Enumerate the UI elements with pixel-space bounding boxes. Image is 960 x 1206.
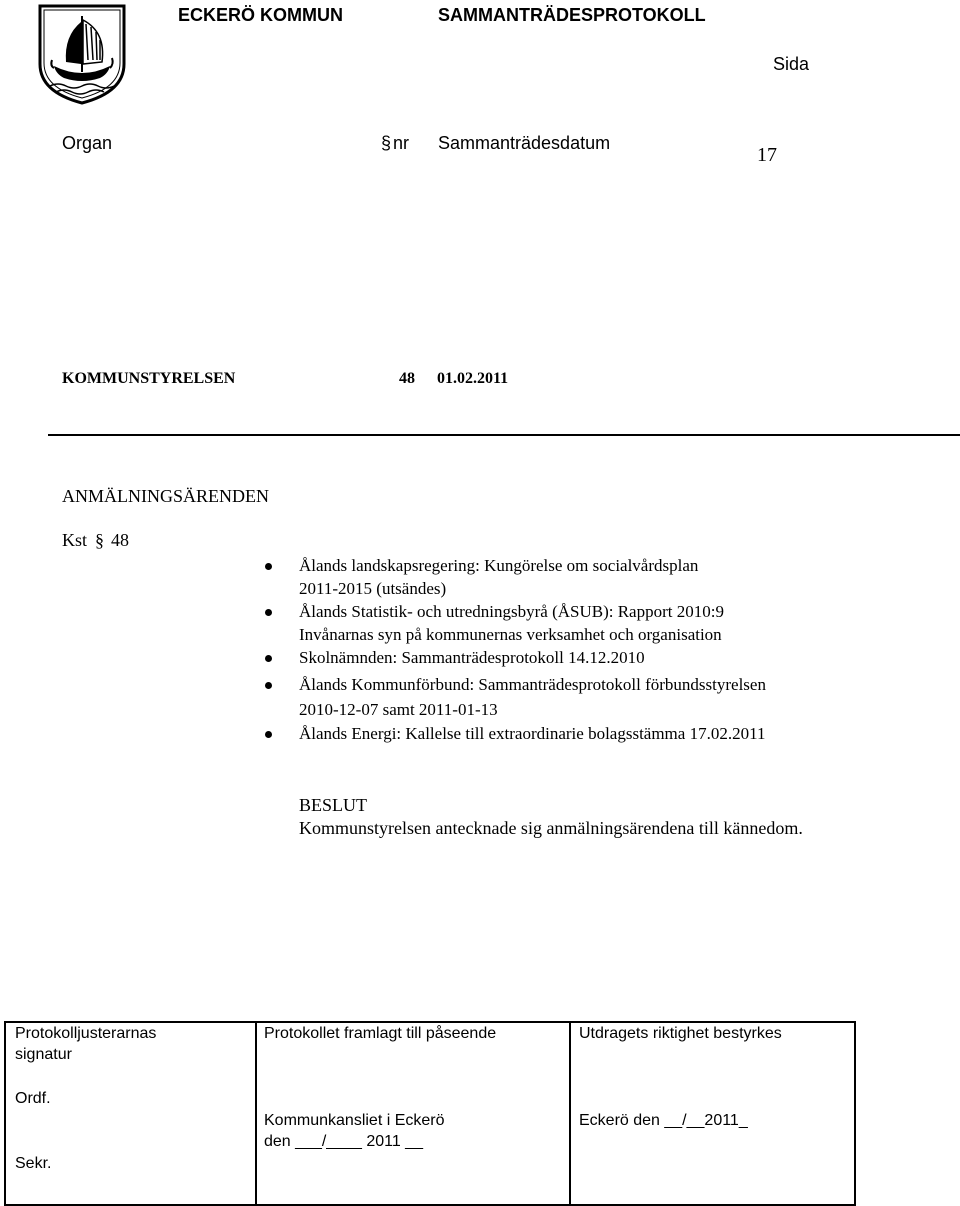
list-item-1-line-1: Ålands landskapsregering: Kungörelse om socialvårdsplan [299,556,699,575]
list-item-5-line-1: Ålands Energi: Kallelse till extraordinarie bolagsstämma 17.02.2011 [299,724,766,743]
signature-column-title-line-2: signatur [15,1046,72,1063]
signature-table [4,1021,856,1206]
bullet-icon [265,563,272,570]
date-label: Sammanträdesdatum [438,133,611,153]
secretary-label: Sekr. [15,1155,52,1172]
viking-ship-shield-icon [36,2,128,106]
section-number: 48 [399,370,415,387]
section-heading: ANMÄLNINGSÄRENDEN [62,486,269,506]
certification-date: Eckerö den __/__2011_ [579,1112,748,1129]
chairman-label: Ordf. [15,1090,51,1107]
certification-column-title: Utdragets riktighet bestyrkes [579,1025,782,1042]
organ-name: KOMMUNSTYRELSEN [62,370,236,387]
list-item-4-line-2: 2010-12-07 samt 2011-01-13 [299,700,498,719]
column-divider [569,1023,571,1204]
signature-column-title-line-1: Protokolljusterarnas [15,1025,157,1042]
list-item-4-line-1: Ålands Kommunförbund: Sammanträdesprotokoll förbundsstyrelsen [299,675,766,694]
municipality-name: ECKERÖ KOMMUN [178,5,343,25]
display-location: Kommunkansliet i Eckerö [264,1112,445,1129]
header-divider [48,434,960,436]
decision-text: Kommunstyrelsen antecknade sig anmälningsärendena till kännedom. [299,818,803,838]
meeting-date: 01.02.2011 [437,370,509,387]
column-divider [255,1023,257,1204]
bullet-icon [265,682,272,689]
display-date: den ___/____ 2011 __ [264,1133,423,1150]
page-number: 17 [757,144,777,166]
list-item-1-line-2: 2011-2015 (utsändes) [299,579,447,598]
section-symbol: § [381,133,392,153]
list-item-2-line-2: Invånarnas syn på kommunernas verksamhet och organisation [299,625,722,644]
list-item-3-line-1: Skolnämnden: Sammanträdesprotokoll 14.12.2010 [299,648,645,667]
organ-label: Organ [62,133,113,153]
bullet-icon [265,655,272,662]
nr-label: nr [393,133,410,153]
bullet-icon [265,731,272,738]
kst-symbol: § [95,530,104,550]
kst-number: 48 [111,530,129,550]
bullet-icon [265,609,272,616]
kst-label: Kst [62,530,88,550]
page-label: Sida [773,54,810,74]
list-item-2-line-1: Ålands Statistik- och utredningsbyrå (ÅSUB): Rapport 2010:9 [299,602,724,621]
document-type: SAMMANTRÄDESPROTOKOLL [438,5,706,25]
decision-label: BESLUT [299,795,368,815]
display-column-title: Protokollet framlagt till påseende [264,1025,497,1042]
